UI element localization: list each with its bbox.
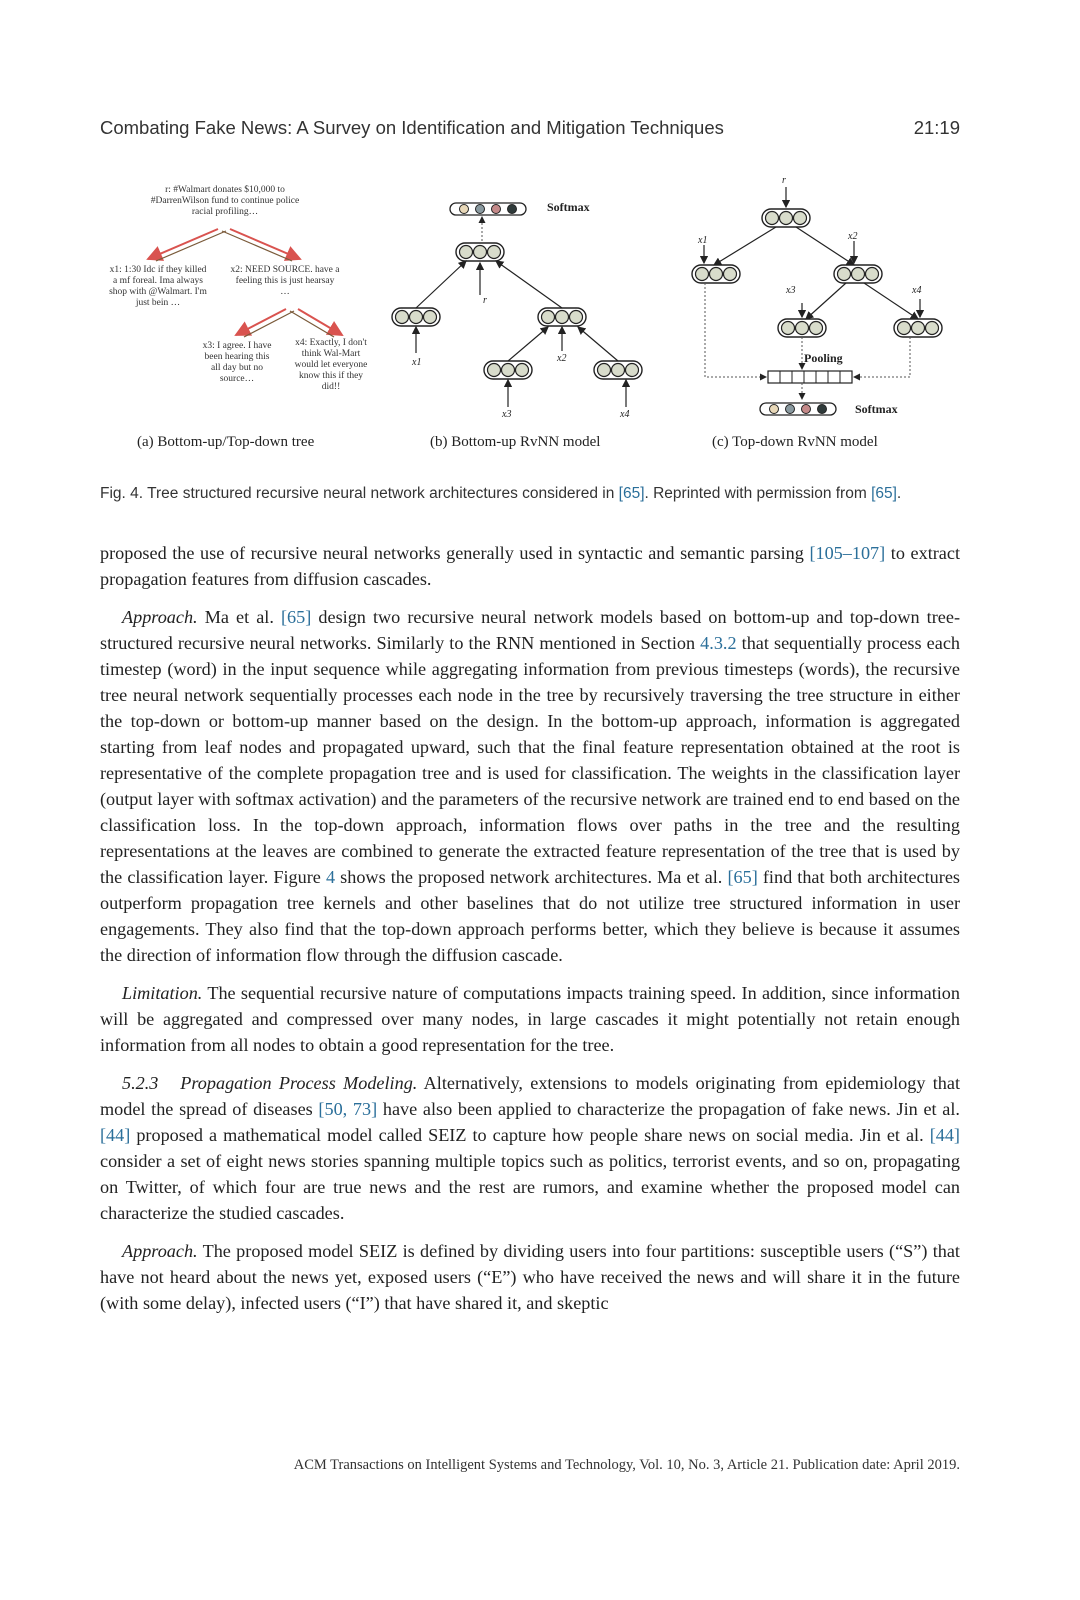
body-text bbox=[100, 540, 960, 1328]
subcaption-c: (c) Top-down RvNN model bbox=[712, 434, 878, 450]
panel-c-label-x3: x3 bbox=[786, 285, 796, 296]
figure-link[interactable]: 4 bbox=[325, 867, 336, 887]
subcaption-a: (a) Bottom-up/Top-down tree bbox=[137, 434, 315, 450]
citation-link[interactable]: [65] bbox=[871, 485, 897, 502]
text: consider a set of eight news stories spanning multiple topics such as politics, terrorist events, and so on, propagating on Twitter, of which four are true news and the rest are rumors, and examine whether the proposed model can characterize the studied cascades. bbox=[100, 1151, 960, 1223]
text: have also been applied to characterize the propagation of fake news. Jin et al. bbox=[377, 1099, 960, 1119]
caption-text: Tree structured recursive neural network architectures considered in bbox=[147, 485, 619, 502]
panel-b-label-x3: x3 bbox=[502, 409, 512, 420]
subcaption-b: (b) Bottom-up RvNN model bbox=[430, 434, 601, 450]
text: proposed a mathematical model called SEIZ to capture how people share news on social media. Jin et al. bbox=[130, 1125, 930, 1145]
caption-prefix: Fig. 4. bbox=[100, 485, 144, 502]
panel-b-label-r: r bbox=[483, 295, 487, 306]
panel-c-pooling-label: Pooling bbox=[804, 351, 843, 365]
tree-x4-tweet: x4: Exactly, I don't think Wal-Mart would let everyone know this if they did!! bbox=[294, 338, 368, 392]
tree-x3-tweet: x3: I agree. I have been hearing this all day but no source… bbox=[202, 341, 272, 384]
text: The sequential recursive nature of computations impacts training speed. In addition, since information will be aggregated and compressed over many nodes, in large cascades it might potentially not retain enough information from all nodes to obtain a good representation for the tree. bbox=[100, 983, 960, 1055]
citation-link[interactable]: [44] bbox=[100, 1125, 131, 1145]
citation-link[interactable]: [65] bbox=[618, 485, 645, 502]
text: Ma et al. bbox=[197, 607, 281, 627]
section-link[interactable]: 4.3.2 bbox=[700, 633, 737, 653]
panel-b-softmax-label: Softmax bbox=[547, 200, 590, 214]
panel-b-label-x2: x2 bbox=[557, 353, 567, 364]
paragraph bbox=[100, 1070, 960, 1226]
section-number: 5.2.3 bbox=[122, 1073, 159, 1093]
figure-caption bbox=[100, 482, 960, 506]
citation-link[interactable]: [44] bbox=[929, 1125, 960, 1145]
paragraph bbox=[100, 980, 960, 1058]
journal-footer: ACM Transactions on Intelligent Systems and Technology, Vol. 10, No. 3, Article 21. Publication date: April 2019. bbox=[293, 1457, 960, 1473]
caption-text: . bbox=[896, 485, 902, 502]
text: Alternatively, extensions to models originating from epidemiology that model the spread of diseases bbox=[100, 1073, 961, 1119]
text: shows the proposed network architectures. Ma et al. bbox=[335, 867, 728, 887]
section-title: Propagation Process Modeling. bbox=[180, 1073, 418, 1093]
panel-c-diagram bbox=[692, 187, 942, 415]
panel-c-label-r: r bbox=[782, 175, 786, 186]
paragraph bbox=[100, 604, 960, 968]
text: that sequentially process each timestep (word) in the input sequence while aggregating information from previous timesteps (words), the recursive tree neural network sequentially processes each node in the tree by recursively traversing the tree structure in either the top-down or bottom-up manner based on the design. In the bottom-up approach, information is aggregated starting from leaf nodes and propagated upward, such that the final feature representation obtained at the root is representative of the complete propagation tree and is used for classification. The weights in the classification layer (output layer with softmax activation) and the parameters of the recursive network are trained end to end based on the classification loss. In the top-down approach, information flows over paths in the tree and the resulting representations at the leaves are combined to generate the extracted feature representation of the tree that is used by the classification layer. Figure bbox=[100, 633, 960, 887]
panel-b-label-x1: x1 bbox=[412, 357, 422, 368]
tree-x2-tweet: x2: NEED SOURCE. have a feeling this is just hearsay … bbox=[230, 265, 340, 297]
panel-c-label-x4: x4 bbox=[912, 285, 922, 296]
figure-4 bbox=[100, 175, 960, 465]
paragraph-lead: Limitation. bbox=[122, 983, 203, 1003]
running-header bbox=[100, 117, 960, 143]
citation-link[interactable]: [105–107] bbox=[809, 543, 886, 563]
running-title: Combating Fake News: A Survey on Identification and Mitigation Techniques bbox=[100, 117, 724, 138]
text: The proposed model SEIZ is defined by dividing users into four partitions: susceptible users (“S”) that have not heard about the news yet, exposed users (“E”) who have received the news and will share it in the future (with some delay), infected users (“I”) that have shared it, and skeptic bbox=[100, 1241, 960, 1313]
citation-link[interactable]: [65] bbox=[727, 867, 758, 887]
text: find that both architectures outperform propagation tree kernels and other baselines that do not utilize tree structured information in user engagements. They also find that the top-down approach performs better, which they believe is because it assumes the direction of information flow through the diffusion cascade. bbox=[100, 867, 960, 965]
panel-c-label-x1: x1 bbox=[698, 235, 708, 246]
text: design two recursive neural network models based on bottom-up and top-down tree-structured recursive neural networks. Similarly to the RNN mentioned in Section bbox=[100, 607, 960, 653]
panel-c-softmax-label: Softmax bbox=[855, 402, 898, 416]
caption-text: . Reprinted with permission from bbox=[644, 485, 872, 502]
citation-link[interactable]: [65] bbox=[281, 607, 312, 627]
paragraph bbox=[100, 540, 960, 592]
tree-x1-tweet: x1: 1:30 Idc if they killed a mf foreal. Ima always shop with @Walmart. I'm just bein … bbox=[109, 265, 207, 308]
text: proposed the use of recursive neural networks generally used in syntactic and semantic parsing bbox=[100, 543, 810, 563]
text: to extract propagation features from diffusion cascades. bbox=[100, 543, 961, 589]
citation-link[interactable]: [50, 73] bbox=[318, 1099, 378, 1119]
panel-c-label-x2: x2 bbox=[848, 231, 858, 242]
panel-b-label-x4: x4 bbox=[620, 409, 630, 420]
page-number: 21:19 bbox=[913, 117, 960, 138]
tree-root-tweet: r: #Walmart donates $10,000 to #DarrenWilson fund to continue police racial profiling… bbox=[150, 185, 300, 217]
paragraph-lead: Approach. bbox=[122, 607, 198, 627]
panel-b-diagram bbox=[392, 203, 642, 407]
paragraph bbox=[100, 1238, 960, 1316]
paragraph-lead: Approach. bbox=[122, 1241, 198, 1261]
